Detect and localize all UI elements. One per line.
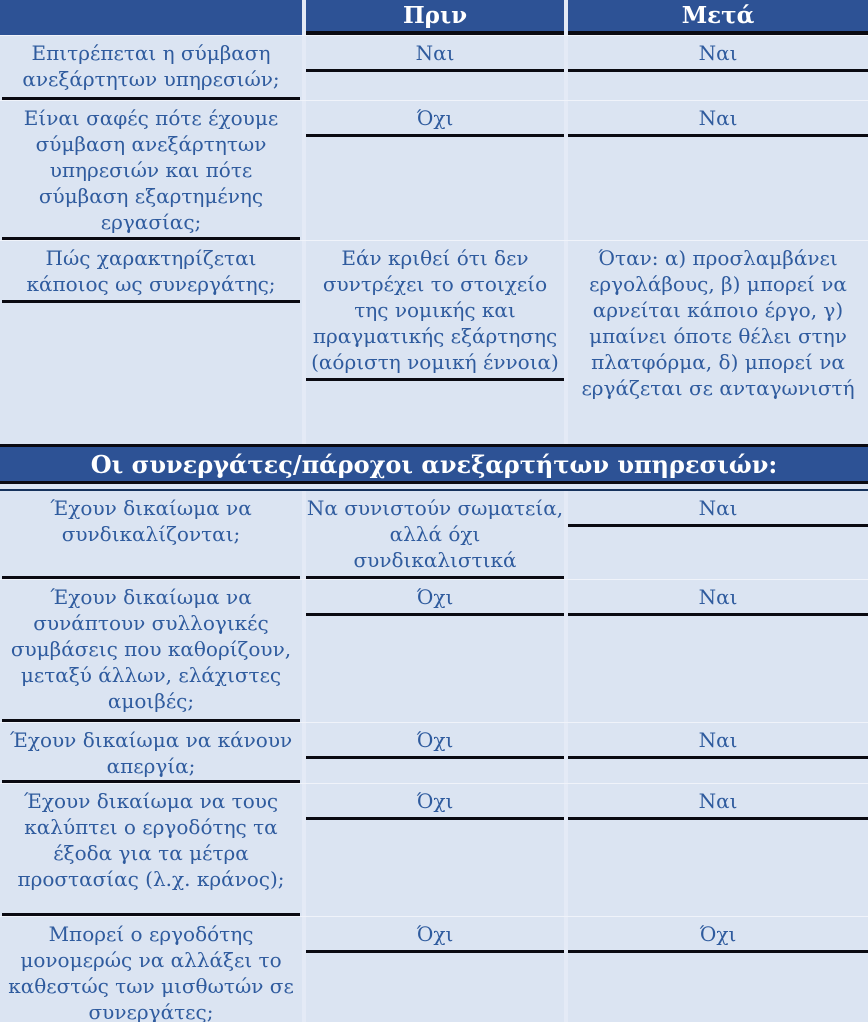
answer-after-cell xyxy=(568,491,868,579)
section-title: Οι συνεργάτες/πάροχοι ανεξαρτήτων υπηρεσιών: xyxy=(90,449,778,479)
answer-before: Όχι xyxy=(306,727,564,759)
answer-after: Ναι xyxy=(568,40,868,72)
answer-before: Όχι xyxy=(306,105,564,137)
section-header xyxy=(0,444,868,484)
answer-before: Όχι xyxy=(306,584,564,616)
answer-after-cell xyxy=(568,784,868,916)
column-header-before: Πριν xyxy=(306,0,564,35)
answer-before: Όχι xyxy=(306,788,564,820)
table-row xyxy=(0,579,868,722)
answer-before: Εάν κριθεί ότι δεν συντρέχει το στοιχείο της νομικής και πραγματικής εξάρτησης (αόριστη νομική έννοια) xyxy=(306,245,564,381)
header-row xyxy=(0,0,868,35)
answer-before-cell xyxy=(306,580,564,722)
table-row xyxy=(0,916,868,1022)
answer-after: Ναι xyxy=(568,727,868,759)
answer-after: Ναι xyxy=(568,105,868,137)
table-row xyxy=(0,240,868,444)
question-cell: Επιτρέπεται η σύμβαση ανεξάρτητων υπηρεσιών; xyxy=(0,36,302,100)
answer-before: Ναι xyxy=(306,40,564,72)
answer-after-cell xyxy=(568,580,868,722)
table-row xyxy=(0,35,868,100)
header-corner-cell xyxy=(0,0,302,35)
answer-after-cell xyxy=(568,723,868,783)
question-cell: Μπορεί ο εργοδότης μονομερώς να αλλάξει το καθεστώς των μισθωτών σε συνεργάτες; xyxy=(0,917,302,1022)
answer-after-cell xyxy=(568,917,868,1022)
answer-after: Ναι xyxy=(568,495,868,527)
table-row xyxy=(0,491,868,579)
answer-after: Όχι xyxy=(568,921,868,953)
answer-before-cell xyxy=(306,917,564,1022)
answer-after-cell xyxy=(568,241,868,444)
answer-after-cell xyxy=(568,101,868,240)
table-row xyxy=(0,783,868,916)
table-row xyxy=(0,722,868,783)
answer-after: Όταν: α) προσλαμβάνει εργολάβους, β) μπορεί να αρνείται κάποιο έργο, γ) μπαίνει όποτε θέλει στην πλατφόρμα, δ) μπορεί να εργάζεται σε ανταγωνιστή xyxy=(581,246,855,400)
answer-after-cell xyxy=(568,36,868,100)
question-cell: Έχουν δικαίωμα να συνδικαλίζονται; xyxy=(0,491,302,579)
answer-before-cell xyxy=(306,36,564,100)
answer-before-cell xyxy=(306,491,564,579)
answer-before-cell xyxy=(306,101,564,240)
answer-after: Ναι xyxy=(568,584,868,616)
question-cell: Έχουν δικαίωμα να κάνουν απεργία; xyxy=(0,723,302,783)
question-cell: Πώς χαρακτηρίζεται κάποιος ως συνεργάτης; xyxy=(0,241,302,444)
answer-before-cell xyxy=(306,784,564,916)
answer-after: Ναι xyxy=(568,788,868,820)
table-row xyxy=(0,100,868,240)
question-cell: Έχουν δικαίωμα να τους καλύπτει ο εργοδότης τα έξοδα για τα μέτρα προστασίας (λ.χ. κράνος); xyxy=(0,784,302,916)
answer-before-cell xyxy=(306,241,564,444)
question-cell: Έχουν δικαίωμα να συνάπτουν συλλογικές συμβάσεις που καθορίζουν, μεταξύ άλλων, ελάχιστες αμοιβές; xyxy=(0,580,302,722)
answer-before: Όχι xyxy=(306,921,564,953)
answer-before-cell xyxy=(306,723,564,783)
answer-before: Να συνιστούν σωματεία, αλλά όχι συνδικαλιστικά xyxy=(306,495,564,579)
column-header-after: Μετά xyxy=(568,0,868,35)
question-cell: Είναι σαφές πότε έχουμε σύμβαση ανεξάρτητων υπηρεσιών και πότε σύμβαση εξαρτημένης εργασίας; xyxy=(0,101,302,240)
